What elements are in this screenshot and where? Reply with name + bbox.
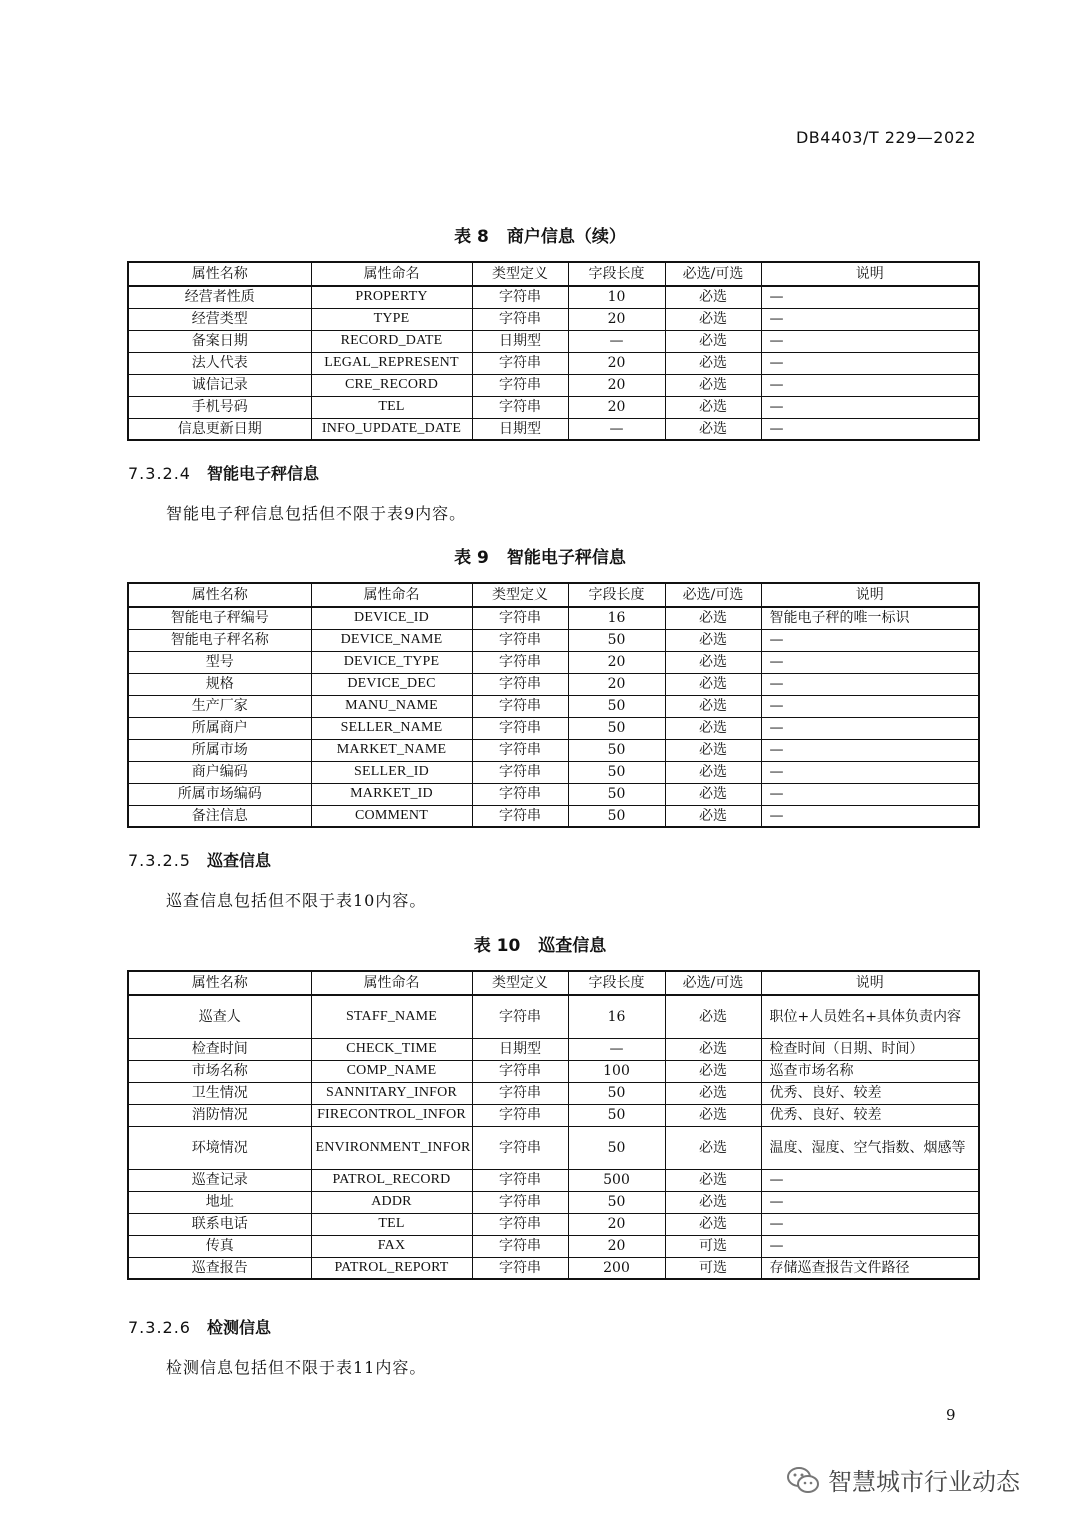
required-cell: 必选 — [665, 352, 761, 374]
length-cell: 200 — [568, 1257, 665, 1279]
type-cell: 字符串 — [472, 695, 568, 717]
table-row — [128, 805, 979, 827]
description-cell: — — [761, 286, 979, 308]
type-cell: 字符串 — [472, 374, 568, 396]
section-heading-7-3-2-6 — [128, 1315, 271, 1338]
length-cell: 16 — [568, 607, 665, 629]
description-cell: — — [761, 673, 979, 695]
field-name-cell: MARKET_NAME — [311, 739, 472, 761]
column-header: 属性命名 — [311, 971, 472, 995]
type-cell: 字符串 — [472, 739, 568, 761]
length-cell: 50 — [568, 1082, 665, 1104]
attribute-name-cell: 规格 — [128, 673, 311, 695]
field-name-cell: TYPE — [311, 308, 472, 330]
attribute-name-cell: 巡查记录 — [128, 1169, 311, 1191]
length-cell: 50 — [568, 717, 665, 739]
table-row — [128, 651, 979, 673]
table-row — [128, 1104, 979, 1126]
required-cell: 必选 — [665, 1126, 761, 1169]
length-cell: — — [568, 1038, 665, 1060]
table-row — [128, 1169, 979, 1191]
type-cell: 日期型 — [472, 418, 568, 440]
field-name-cell: PATROL_RECORD — [311, 1169, 472, 1191]
page-number: 9 — [946, 1406, 956, 1424]
table-8-caption — [0, 222, 1080, 247]
required-cell: 必选 — [665, 673, 761, 695]
document-id: DB4403/T 229—2022 — [795, 128, 976, 147]
type-cell: 字符串 — [472, 717, 568, 739]
table-number: 表 10 — [473, 936, 521, 956]
section-paragraph: 检测信息包括但不限于表11内容。 — [166, 1358, 427, 1377]
length-cell: 20 — [568, 1213, 665, 1235]
field-name-cell: DEVICE_ID — [311, 607, 472, 629]
attribute-name-cell: 备案日期 — [128, 330, 311, 352]
field-name-cell: FIRECONTROL_INFOR — [311, 1104, 472, 1126]
attribute-name-cell: 智能电子秤名称 — [128, 629, 311, 651]
type-cell: 字符串 — [472, 783, 568, 805]
length-cell: 50 — [568, 783, 665, 805]
table-title: 巡查信息 — [538, 936, 607, 956]
table-row — [128, 629, 979, 651]
required-cell: 必选 — [665, 1060, 761, 1082]
length-cell: 50 — [568, 1126, 665, 1169]
table-8 — [127, 261, 980, 441]
required-cell: 必选 — [665, 995, 761, 1038]
type-cell: 字符串 — [472, 1257, 568, 1279]
attribute-name-cell: 联系电话 — [128, 1213, 311, 1235]
required-cell: 必选 — [665, 695, 761, 717]
length-cell: 50 — [568, 805, 665, 827]
length-cell: 10 — [568, 286, 665, 308]
description-cell: 巡查市场名称 — [761, 1060, 979, 1082]
description-cell: — — [761, 418, 979, 440]
table-row — [128, 286, 979, 308]
length-cell: 20 — [568, 396, 665, 418]
table-row — [128, 607, 979, 629]
attribute-name-cell: 备注信息 — [128, 805, 311, 827]
field-name-cell: PATROL_REPORT — [311, 1257, 472, 1279]
required-cell: 必选 — [665, 629, 761, 651]
table-row — [128, 1213, 979, 1235]
attribute-name-cell: 生产厂家 — [128, 695, 311, 717]
required-cell: 必选 — [665, 1213, 761, 1235]
type-cell: 字符串 — [472, 1213, 568, 1235]
description-cell: — — [761, 717, 979, 739]
table-row — [128, 308, 979, 330]
table-number: 表 9 — [454, 548, 489, 568]
column-header: 说明 — [761, 583, 979, 607]
required-cell: 必选 — [665, 761, 761, 783]
table-row — [128, 739, 979, 761]
length-cell: 500 — [568, 1169, 665, 1191]
type-cell: 字符串 — [472, 1126, 568, 1169]
required-cell: 必选 — [665, 783, 761, 805]
attribute-name-cell: 所属商户 — [128, 717, 311, 739]
type-cell: 字符串 — [472, 352, 568, 374]
attribute-name-cell: 法人代表 — [128, 352, 311, 374]
table-9-caption — [0, 543, 1080, 568]
column-header: 属性命名 — [311, 583, 472, 607]
length-cell: — — [568, 330, 665, 352]
required-cell: 必选 — [665, 1082, 761, 1104]
section-number: 7.3.2.5 — [128, 851, 191, 870]
section-paragraph: 智能电子秤信息包括但不限于表9内容。 — [166, 504, 467, 523]
attribute-name-cell: 经营者性质 — [128, 286, 311, 308]
type-cell: 字符串 — [472, 1082, 568, 1104]
attribute-name-cell: 所属市场编码 — [128, 783, 311, 805]
table-row — [128, 1257, 979, 1279]
description-cell: — — [761, 374, 979, 396]
column-header: 类型定义 — [472, 971, 568, 995]
table-title: 智能电子秤信息 — [506, 548, 626, 568]
attribute-name-cell: 环境情况 — [128, 1126, 311, 1169]
attribute-name-cell: 经营类型 — [128, 308, 311, 330]
attribute-name-cell: 信息更新日期 — [128, 418, 311, 440]
attribute-name-cell: 型号 — [128, 651, 311, 673]
length-cell: 20 — [568, 1235, 665, 1257]
type-cell: 字符串 — [472, 673, 568, 695]
type-cell: 字符串 — [472, 1060, 568, 1082]
type-cell: 字符串 — [472, 1235, 568, 1257]
table-header-row — [128, 262, 979, 286]
description-cell: — — [761, 308, 979, 330]
table-row — [128, 1038, 979, 1060]
description-cell: — — [761, 695, 979, 717]
field-name-cell: MARKET_ID — [311, 783, 472, 805]
column-header: 字段长度 — [568, 262, 665, 286]
field-name-cell: DEVICE_DEC — [311, 673, 472, 695]
table-row — [128, 1126, 979, 1169]
table-9 — [127, 582, 980, 828]
field-name-cell: INFO_UPDATE_DATE — [311, 418, 472, 440]
column-header: 字段长度 — [568, 583, 665, 607]
field-name-cell: SANNITARY_INFOR — [311, 1082, 472, 1104]
column-header: 类型定义 — [472, 262, 568, 286]
section-heading-7-3-2-4 — [128, 461, 319, 484]
attribute-name-cell: 巡查报告 — [128, 1257, 311, 1279]
table-10-caption — [0, 931, 1080, 956]
type-cell: 字符串 — [472, 396, 568, 418]
table-number: 表 8 — [454, 227, 489, 247]
required-cell: 必选 — [665, 374, 761, 396]
table-row — [128, 695, 979, 717]
table-row — [128, 1191, 979, 1213]
column-header: 字段长度 — [568, 971, 665, 995]
column-header: 属性名称 — [128, 262, 311, 286]
attribute-name-cell: 地址 — [128, 1191, 311, 1213]
column-header: 必选/可选 — [665, 971, 761, 995]
description-cell: — — [761, 330, 979, 352]
column-header: 必选/可选 — [665, 262, 761, 286]
table-header-row — [128, 583, 979, 607]
description-cell: 智能电子秤的唯一标识 — [761, 607, 979, 629]
description-cell: — — [761, 1235, 979, 1257]
column-header: 属性名称 — [128, 971, 311, 995]
length-cell: 20 — [568, 374, 665, 396]
field-name-cell: COMMENT — [311, 805, 472, 827]
type-cell: 日期型 — [472, 1038, 568, 1060]
attribute-name-cell: 检查时间 — [128, 1038, 311, 1060]
table-row — [128, 1060, 979, 1082]
type-cell: 字符串 — [472, 995, 568, 1038]
description-cell: 温度、湿度、空气指数、烟感等 — [761, 1126, 979, 1169]
description-cell: — — [761, 396, 979, 418]
table-row — [128, 995, 979, 1038]
description-cell: — — [761, 783, 979, 805]
table-row — [128, 761, 979, 783]
description-cell: — — [761, 739, 979, 761]
table-row — [128, 396, 979, 418]
required-cell: 必选 — [665, 717, 761, 739]
section-title: 智能电子秤信息 — [206, 464, 319, 483]
table-row — [128, 374, 979, 396]
type-cell: 字符串 — [472, 607, 568, 629]
description-cell: — — [761, 1169, 979, 1191]
table-row — [128, 330, 979, 352]
required-cell: 必选 — [665, 396, 761, 418]
length-cell: 50 — [568, 761, 665, 783]
required-cell: 必选 — [665, 1191, 761, 1213]
required-cell: 必选 — [665, 330, 761, 352]
field-name-cell: CHECK_TIME — [311, 1038, 472, 1060]
attribute-name-cell: 消防情况 — [128, 1104, 311, 1126]
watermark — [786, 1462, 1020, 1497]
attribute-name-cell: 商户编码 — [128, 761, 311, 783]
type-cell: 字符串 — [472, 1191, 568, 1213]
section-title: 巡查信息 — [206, 851, 271, 870]
length-cell: 50 — [568, 695, 665, 717]
field-name-cell: SELLER_ID — [311, 761, 472, 783]
field-name-cell: SELLER_NAME — [311, 717, 472, 739]
description-cell: — — [761, 352, 979, 374]
type-cell: 日期型 — [472, 330, 568, 352]
length-cell: 20 — [568, 352, 665, 374]
required-cell: 必选 — [665, 308, 761, 330]
field-name-cell: LEGAL_REPRESENT — [311, 352, 472, 374]
field-name-cell: MANU_NAME — [311, 695, 472, 717]
length-cell: 20 — [568, 308, 665, 330]
required-cell: 必选 — [665, 1169, 761, 1191]
type-cell: 字符串 — [472, 308, 568, 330]
description-cell: 职位+人员姓名+具体负责内容 — [761, 995, 979, 1038]
field-name-cell: ENVIRONMENT_INFOR — [311, 1126, 472, 1169]
type-cell: 字符串 — [472, 1104, 568, 1126]
table-row — [128, 418, 979, 440]
description-cell: — — [761, 651, 979, 673]
wechat-icon — [786, 1465, 820, 1495]
required-cell: 必选 — [665, 418, 761, 440]
section-number: 7.3.2.4 — [128, 464, 191, 483]
length-cell: 20 — [568, 673, 665, 695]
required-cell: 必选 — [665, 739, 761, 761]
length-cell: 50 — [568, 739, 665, 761]
field-name-cell: CRE_RECORD — [311, 374, 472, 396]
type-cell: 字符串 — [472, 629, 568, 651]
column-header: 属性名称 — [128, 583, 311, 607]
table-row — [128, 783, 979, 805]
attribute-name-cell: 手机号码 — [128, 396, 311, 418]
required-cell: 可选 — [665, 1257, 761, 1279]
type-cell: 字符串 — [472, 1169, 568, 1191]
type-cell: 字符串 — [472, 286, 568, 308]
field-name-cell: DEVICE_NAME — [311, 629, 472, 651]
table-header-row — [128, 971, 979, 995]
required-cell: 必选 — [665, 607, 761, 629]
description-cell: — — [761, 1213, 979, 1235]
table-10 — [127, 970, 980, 1280]
description-cell: 检查时间（日期、时间） — [761, 1038, 979, 1060]
description-cell: — — [761, 761, 979, 783]
watermark-text: 智慧城市行业动态 — [828, 1468, 1020, 1496]
section-heading-7-3-2-5 — [128, 848, 271, 871]
length-cell: 20 — [568, 651, 665, 673]
description-cell: 优秀、良好、较差 — [761, 1104, 979, 1126]
field-name-cell: RECORD_DATE — [311, 330, 472, 352]
description-cell: — — [761, 1191, 979, 1213]
attribute-name-cell: 市场名称 — [128, 1060, 311, 1082]
length-cell: 50 — [568, 629, 665, 651]
attribute-name-cell: 所属市场 — [128, 739, 311, 761]
description-cell: — — [761, 805, 979, 827]
column-header: 必选/可选 — [665, 583, 761, 607]
required-cell: 必选 — [665, 1038, 761, 1060]
table-row — [128, 352, 979, 374]
field-name-cell: TEL — [311, 1213, 472, 1235]
table-row — [128, 673, 979, 695]
length-cell: 100 — [568, 1060, 665, 1082]
section-number: 7.3.2.6 — [128, 1318, 191, 1337]
required-cell: 必选 — [665, 651, 761, 673]
table-title: 商户信息（续） — [506, 227, 626, 247]
field-name-cell: FAX — [311, 1235, 472, 1257]
attribute-name-cell: 传真 — [128, 1235, 311, 1257]
required-cell: 必选 — [665, 1104, 761, 1126]
length-cell: 16 — [568, 995, 665, 1038]
column-header: 属性命名 — [311, 262, 472, 286]
type-cell: 字符串 — [472, 651, 568, 673]
section-paragraph: 巡查信息包括但不限于表10内容。 — [166, 891, 427, 910]
column-header: 类型定义 — [472, 583, 568, 607]
description-cell: 存储巡查报告文件路径 — [761, 1257, 979, 1279]
attribute-name-cell: 巡查人 — [128, 995, 311, 1038]
attribute-name-cell: 智能电子秤编号 — [128, 607, 311, 629]
field-name-cell: STAFF_NAME — [311, 995, 472, 1038]
section-title: 检测信息 — [206, 1318, 271, 1337]
table-row — [128, 717, 979, 739]
table-row — [128, 1082, 979, 1104]
field-name-cell: ADDR — [311, 1191, 472, 1213]
column-header: 说明 — [761, 971, 979, 995]
field-name-cell: DEVICE_TYPE — [311, 651, 472, 673]
field-name-cell: COMP_NAME — [311, 1060, 472, 1082]
table-row — [128, 1235, 979, 1257]
description-cell: — — [761, 629, 979, 651]
field-name-cell: TEL — [311, 396, 472, 418]
length-cell: 50 — [568, 1104, 665, 1126]
length-cell: 50 — [568, 1191, 665, 1213]
required-cell: 必选 — [665, 805, 761, 827]
type-cell: 字符串 — [472, 761, 568, 783]
column-header: 说明 — [761, 262, 979, 286]
attribute-name-cell: 卫生情况 — [128, 1082, 311, 1104]
required-cell: 可选 — [665, 1235, 761, 1257]
type-cell: 字符串 — [472, 805, 568, 827]
description-cell: 优秀、良好、较差 — [761, 1082, 979, 1104]
attribute-name-cell: 诚信记录 — [128, 374, 311, 396]
length-cell: — — [568, 418, 665, 440]
required-cell: 必选 — [665, 286, 761, 308]
field-name-cell: PROPERTY — [311, 286, 472, 308]
